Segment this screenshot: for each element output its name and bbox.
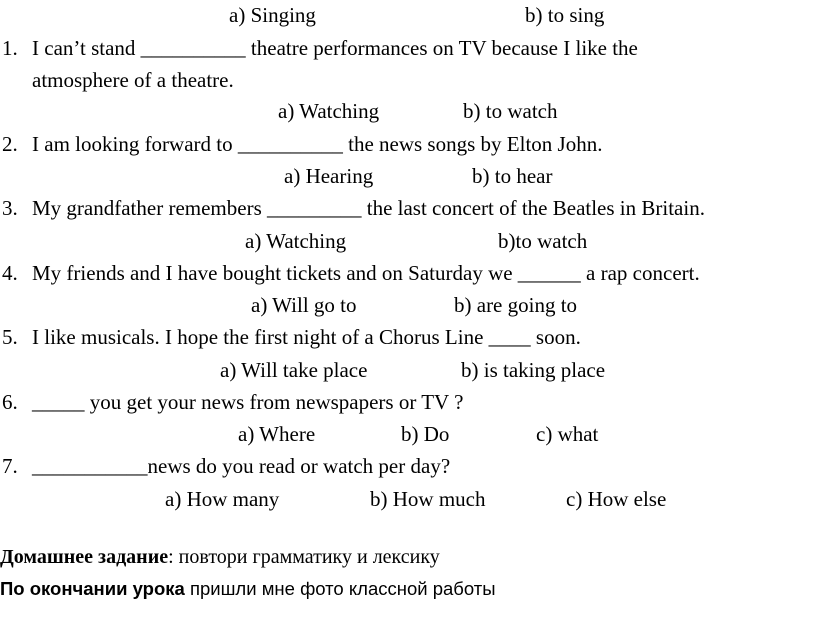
- option-a: a) Hearing: [284, 164, 374, 188]
- question-number: 6.: [2, 390, 18, 414]
- after-lesson-text: пришли мне фото классной работы: [184, 578, 496, 599]
- option-b: b)to watch: [498, 229, 588, 253]
- option-b: b) is taking place: [461, 358, 606, 382]
- after-lesson-label: По окончании урока: [0, 578, 185, 599]
- option-c: c) How else: [566, 487, 667, 511]
- question-number: 2.: [2, 132, 18, 156]
- homework-label: Домашнее задание: [0, 546, 169, 568]
- question-text: _____ you get your news from newspapers or TV ?: [32, 390, 464, 414]
- option-b: b) to watch: [463, 99, 558, 123]
- option-c: c) what: [536, 422, 599, 446]
- question-text: I like musicals. I hope the first night of a Chorus Line ____ soon.: [32, 325, 581, 349]
- question-text: I can’t stand __________ theatre performances on TV because I like the: [32, 36, 638, 60]
- option-a: a) Watching: [278, 99, 380, 123]
- option-a: a) Will go to: [251, 293, 357, 317]
- question-text: My friends and I have bought tickets and on Saturday we ______ a rap concert.: [32, 261, 700, 285]
- option-b: b) Do: [401, 422, 450, 446]
- question-number: 5.: [2, 325, 18, 349]
- option-b: b) to sing: [525, 3, 605, 27]
- option-a: a) Singing: [229, 3, 316, 27]
- question-text: ___________news do you read or watch per day?: [32, 454, 451, 478]
- question-number: 1.: [2, 36, 18, 60]
- after-lesson-line: [0, 576, 496, 602]
- question-text-continued: atmosphere of a theatre.: [32, 68, 234, 92]
- question-number: 7.: [2, 454, 18, 478]
- option-b: b) are going to: [454, 293, 578, 317]
- option-b: b) How much: [370, 487, 486, 511]
- option-b: b) to hear: [472, 164, 553, 188]
- homework-text: : повтори грамматику и лексику: [168, 546, 440, 568]
- option-a: a) Will take place: [220, 358, 368, 382]
- question-text: My grandfather remembers _________ the last concert of the Beatles in Britain.: [32, 196, 705, 220]
- question-number: 3.: [2, 196, 18, 220]
- question-number: 4.: [2, 261, 18, 285]
- question-text: I am looking forward to __________ the news songs by Elton John.: [32, 132, 603, 156]
- homework-line: [0, 544, 440, 570]
- option-a: a) How many: [165, 487, 280, 511]
- option-a: a) Watching: [245, 229, 347, 253]
- option-a: a) Where: [238, 422, 316, 446]
